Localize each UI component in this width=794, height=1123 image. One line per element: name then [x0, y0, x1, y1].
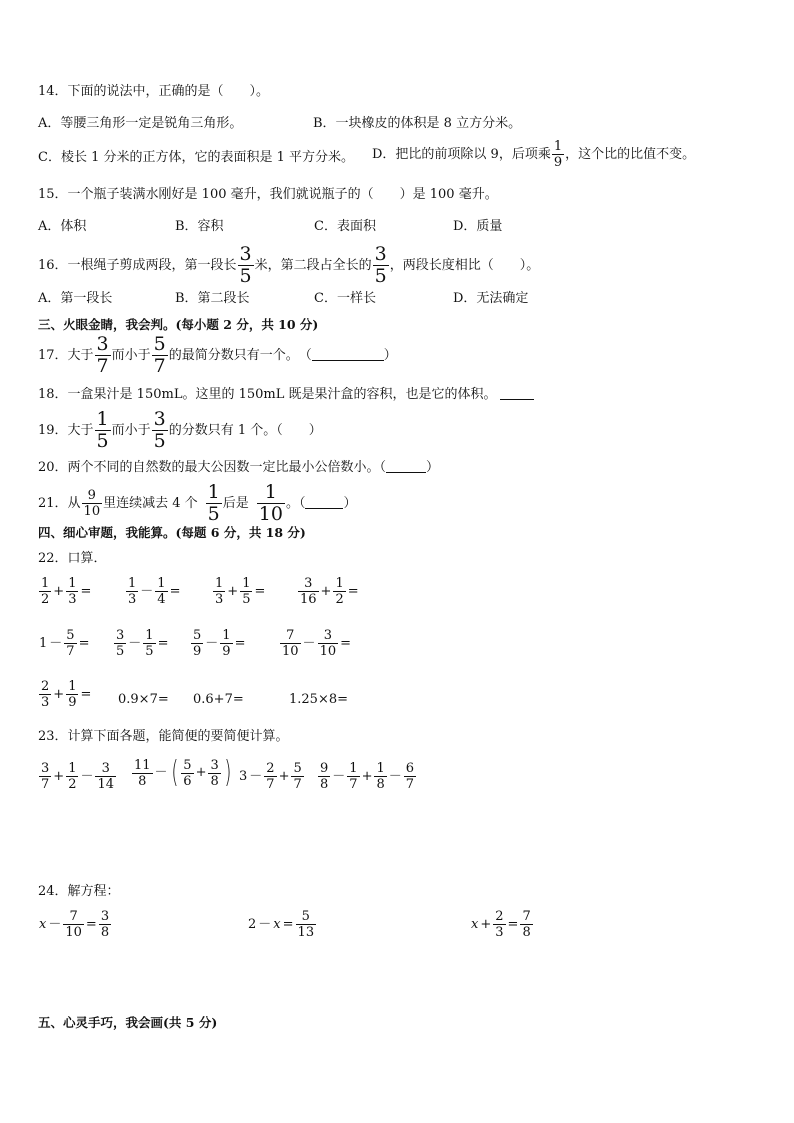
section-5-heading: 五、心灵手巧，我会画(共 5 分) — [38, 1015, 218, 1030]
expr-5-9-minus-1-9: $\frac{5}{9}$ － $\frac{1}{9}$ = — [193, 628, 246, 659]
expr-23-b: $\frac{11}{8}$ － ( $\frac{5}{6}$ + $\frac{3}{8}$ ) — [134, 755, 232, 790]
q14-option-c: C．棱长 1 分米的正方体，它的表面积是 1 平方分米。 — [38, 150, 355, 165]
section-3-heading: 三、火眼金睛，我会判。(每小题 2 分，共 10 分) — [38, 317, 319, 332]
q22-stem: 22．口算． — [38, 551, 107, 566]
q20: 20．两个不同的自然数的最大公因数一定比最小公倍数小。（ ） — [38, 460, 440, 475]
right-paren: ) — [224, 755, 232, 790]
equation-2: 2 － x = $\frac{5}{13}$ — [248, 909, 315, 940]
fraction-5-7: $\frac{5}{7}$ — [153, 333, 166, 377]
expr-23-c: 3 － $\frac{2}{7}$ + $\frac{5}{7}$ — [239, 761, 302, 792]
expr-23-d: $\frac{9}{8}$ － $\frac{1}{7}$ + $\frac{1}{8}$ － $\frac{6}{7}$ — [320, 761, 415, 792]
fraction-3-7: $\frac{3}{7}$ — [96, 333, 109, 377]
expr-2-3-plus-1-9: $\frac{2}{3}$ + $\frac{1}{9}$ = — [41, 679, 92, 710]
expr-1-minus-5-7: 1 － $\frac{5}{7}$ = — [39, 628, 90, 659]
q15-option-a: A．体积 — [38, 219, 87, 234]
q14-option-d-tail: ，这个比的比值不变。 — [565, 147, 696, 162]
expr-0-9-times-7: 0.9×7= — [118, 692, 169, 707]
q24-stem: 24．解方程： — [38, 884, 120, 899]
q17: 17．大于 $\frac{3}{7}$ 而小于 $\frac{5}{7}$ 的最简分数只有一个。 （ ） — [38, 333, 397, 377]
answer-blank[interactable] — [305, 495, 343, 509]
fraction-3-5: $\frac{3}{5}$ — [374, 243, 387, 287]
fraction-3-5: $\frac{3}{5}$ — [239, 243, 252, 287]
q14-option-d — [372, 140, 695, 169]
q21: 21．从 $\frac{9}{10}$ 里连续减去 4 个 $\frac{1}{5}$ 后是 $\frac{1}{10}$ 。（ ） — [38, 481, 357, 525]
q14-option-a: A．等腰三角形一定是锐角三角形。 — [38, 116, 243, 131]
left-paren: ( — [170, 755, 178, 790]
q15-option-d: D．质量 — [453, 219, 503, 234]
q14-option-d-text: D．把比的前项除以 9，后项乘 — [372, 147, 551, 162]
fraction-3-5: $\frac{3}{5}$ — [153, 408, 166, 452]
q18: 18．一盒果汁是 150mL。这里的 150mL 既是果汁盒的容积，也是它的体积。 — [38, 386, 534, 403]
q14-stem: 14．下面的说法中，正确的是（ ）。 — [38, 84, 270, 99]
equation-3: x + $\frac{2}{3}$ = $\frac{7}{8}$ — [471, 909, 531, 940]
q16-option-b: B．第二段长 — [175, 291, 250, 306]
expr-3-16-plus-1-2: $\frac{3}{16}$ + $\frac{1}{2}$ = — [300, 576, 359, 607]
answer-blank[interactable] — [386, 459, 426, 473]
q15-stem: 15．一个瓶子装满水刚好是 100 毫升，我们就说瓶子的（ ）是 100 毫升。 — [38, 187, 498, 202]
q19: 19．大于 $\frac{1}{5}$ 而小于 $\frac{3}{5}$ 的分数只有 1 个。（ ） — [38, 408, 322, 452]
expr-1-2-plus-1-3: $\frac{1}{2}$ + $\frac{1}{3}$ = — [41, 576, 92, 607]
section-4-heading: 四、细心审题，我能算。(每题 6 分，共 18 分) — [38, 525, 306, 540]
fraction-9-10: $\frac{9}{10}$ — [83, 488, 101, 519]
q14-option-b: B．一块橡皮的体积是 8 立方分米。 — [313, 116, 522, 131]
expr-1-25-times-8: 1.25×8= — [289, 692, 349, 707]
expr-23-a: $\frac{3}{7}$ + $\frac{1}{2}$ － $\frac{3}{14}$ — [41, 761, 115, 792]
expr-1-3-minus-1-4: $\frac{1}{3}$ － $\frac{1}{4}$ = — [128, 576, 181, 607]
fraction-1-5: $\frac{1}{5}$ — [207, 481, 220, 525]
q16-option-a: A．第一段长 — [38, 291, 113, 306]
expr-0-6-plus-7: 0.6+7= — [193, 692, 244, 707]
q15-option-c: C．表面积 — [314, 219, 376, 234]
fraction-1-5: $\frac{1}{5}$ — [96, 408, 109, 452]
q16-stem: 16．一根绳子剪成两段，第一段长 $\frac{3}{5}$ 米，第二段占全长的 $\frac{3}{5}$ ，两段长度相比（ ）。 — [38, 243, 540, 287]
expr-7-10-minus-3-10: $\frac{7}{10}$ － $\frac{3}{10}$ = — [282, 628, 352, 659]
expr-1-3-plus-1-5: $\frac{1}{3}$ + $\frac{1}{5}$ = — [215, 576, 266, 607]
fraction-1-9: $\frac{1}{9}$ — [553, 139, 563, 170]
answer-blank[interactable] — [500, 386, 534, 400]
q16-option-d: D．无法确定 — [453, 291, 529, 306]
answer-blank[interactable] — [312, 347, 384, 361]
q16-option-c: C．一样长 — [314, 291, 376, 306]
equation-1: x － $\frac{7}{10}$ = $\frac{3}{8}$ — [39, 909, 110, 940]
q15-option-b: B．容积 — [175, 219, 224, 234]
fraction-1-10: $\frac{1}{10}$ — [258, 481, 283, 525]
expr-3-5-minus-1-5: $\frac{3}{5}$ － $\frac{1}{5}$ = — [116, 628, 169, 659]
q23-stem: 23．计算下面各题，能简便的要简便计算。 — [38, 729, 289, 744]
